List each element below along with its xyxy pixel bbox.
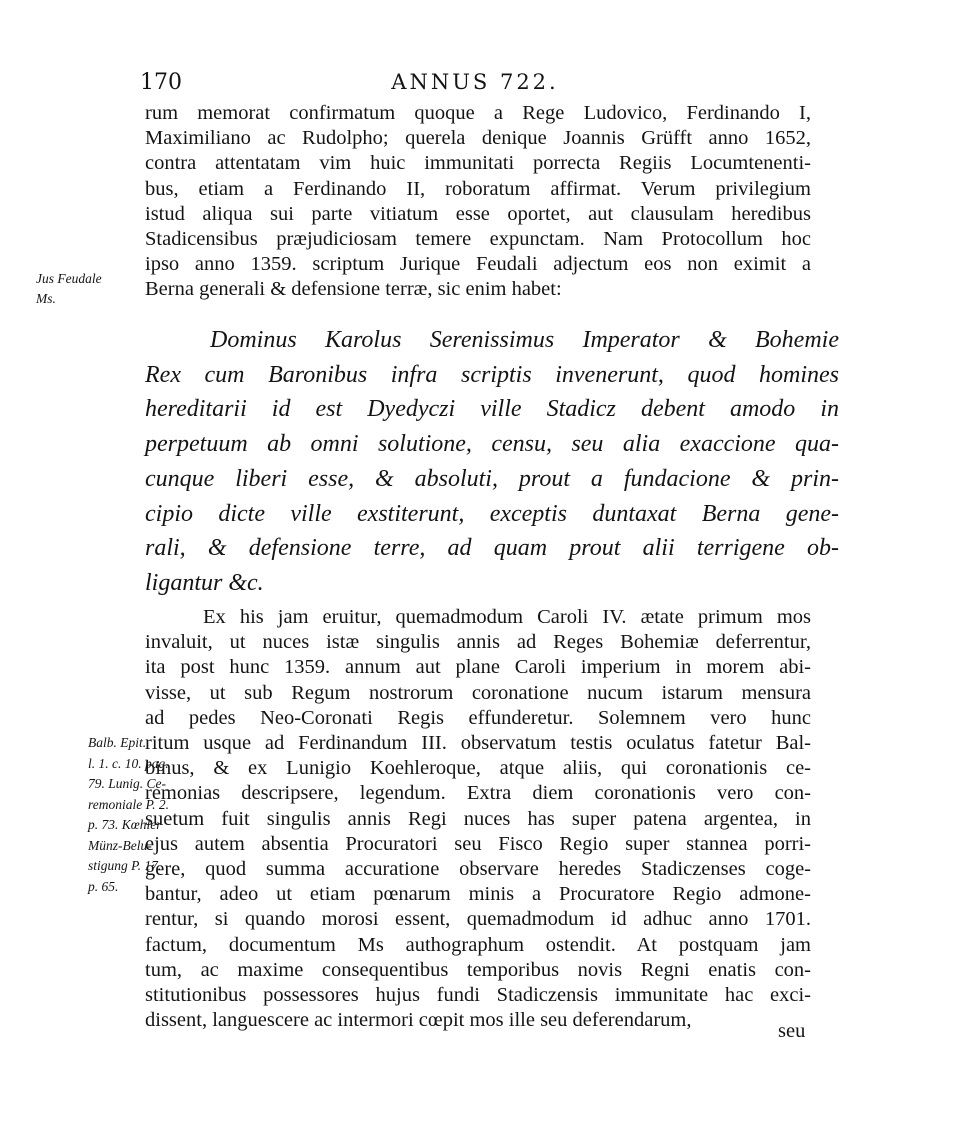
body-lines-1-line: Stadicensibus præjudiciosam temere expunctam. Nam Protocollum hoc [145, 228, 811, 250]
body-lines-2-line: Ex his jam eruitur, quemadmodum Caroli IV. ætate primum mos [203, 606, 811, 628]
quote-lines-line: Dominus Karolus Serenissimus Imperator & Bohemie [210, 327, 839, 353]
margin-note-line: l. 1. c. 10. pag. [88, 755, 169, 771]
running-title: ANNUS 722. [391, 70, 559, 94]
margin-note-line: Münz-Belu- [88, 837, 152, 853]
margin-note-line: stigung P. 17. [88, 858, 162, 873]
body-lines-1-line: istud aliqua sui parte vitiatum esse oportet, aut clausulam heredibus [145, 202, 811, 225]
margin-note-line: p. 65. [88, 878, 119, 894]
margin-note-line: p. 73. Kœhler [88, 817, 162, 832]
body-lines-2-line: ita post hunc 1359. annum aut plane Caroli imperium in morem abi- [145, 656, 811, 679]
body-lines-2-line: ritum usque ad Ferdinandum III. observatum testis oculatus fatetur Bal- [145, 732, 811, 754]
body-lines-1-line: bus, etiam a Ferdinando II, roboratum affirmat. Verum privilegium [145, 177, 811, 200]
body-lines-2-line: invaluit, ut nuces istæ singulis annis ad Reges Bohemiæ deferrentur, [145, 631, 811, 654]
body-lines-2-line: tum, ac maxime consequentibus temporibus novis Regni enatis con- [145, 958, 811, 981]
margin-note-line: Jus Feudale [36, 271, 102, 286]
quote-lines-line: hereditarii id est Dyedyczi ville Stadicz debent amodo in [145, 396, 839, 423]
quote-lines-line: cunque liberi esse, & absoluti, prout a fundacione & prin- [145, 465, 839, 492]
body-lines-1-line: Maximiliano ac Rudolpho; querela denique Joannis Grüfft anno 1652, [145, 127, 811, 150]
quote-lines-line: perpetuum ab omni solutione, censu, seu alia exaccione qua- [145, 431, 839, 458]
body-lines-2-line: stitutionibus possessores hujus fundi Stadiczensis immunitate hac exci- [145, 984, 811, 1006]
body-lines-2-line: dissent, languescere ac intermori cœpit mos ille seu deferendarum, [145, 1009, 692, 1032]
quote-lines-line: Rex cum Baronibus infra scriptis invenerunt, quod homines [145, 361, 839, 388]
margin-note-line: 79. Lunig. Ce- [88, 776, 167, 791]
body-lines-1-line: contra attentatam vim huic immunitati porrecta Regiis Locumtenenti- [145, 152, 811, 175]
page-number: 170 [140, 70, 182, 95]
body-lines-2-line: suetum fuit singulis annis Regi nuces has super patena argentea, in [145, 807, 811, 830]
body-lines-2-line: remonias descripsere, legendum. Extra diem coronationis vero con- [145, 782, 811, 805]
margin-note-line: remoniale P. 2. [88, 796, 169, 812]
catchword: seu [778, 1020, 806, 1042]
body-lines-2-line: ejus autem absentia Procuratori seu Fisco Regio super stannea porri- [145, 832, 811, 855]
margin-note-line: Balb. Epit. [88, 735, 147, 750]
body-lines-1-line: ipso anno 1359. scriptum Jurique Feudali adjectum eos non eximit a [145, 253, 811, 276]
page-header [140, 70, 810, 104]
body-lines-2-line: visse, ut sub Regum nostrorum coronatione nucum istarum mensura [145, 681, 811, 704]
margin-note-line: Ms. [36, 291, 56, 306]
body-lines-2-line: binus, & ex Lunigio Koehleroque, atque aliis, qui coronationis ce- [145, 757, 811, 780]
body-lines-2-line: ad pedes Neo-Coronati Regis effunderetur. Solemnem vero hunc [145, 706, 811, 729]
body-lines-1-line: rum memorat confirmatum quoque a Rege Ludovico, Ferdinando I, [145, 102, 811, 124]
body-lines-1-line: Berna generali & defensione terræ, sic enim habet: [145, 278, 562, 301]
body-lines-2-line: factum, documentum Ms authographum ostendit. At postquam jam [145, 933, 811, 956]
body-lines-2-line: bantur, adeo ut etiam pœnarum minis a Procuratore Regio admone- [145, 883, 811, 906]
body-lines-2-line: rentur, si quando morosi essent, quemadmodum id adhuc anno 1701. [145, 908, 811, 931]
quote-lines-line: ligantur &c. [145, 569, 264, 596]
quote-lines-line: cipio dicte ville exstiterunt, exceptis duntaxat Berna gene- [145, 500, 839, 527]
body-lines-2-line: gere, quod summa accuratione observare heredes Stadiczenses coge- [145, 858, 811, 880]
quote-lines-line: rali, & defensione terre, ad quam prout alii terrigene ob- [145, 535, 839, 562]
